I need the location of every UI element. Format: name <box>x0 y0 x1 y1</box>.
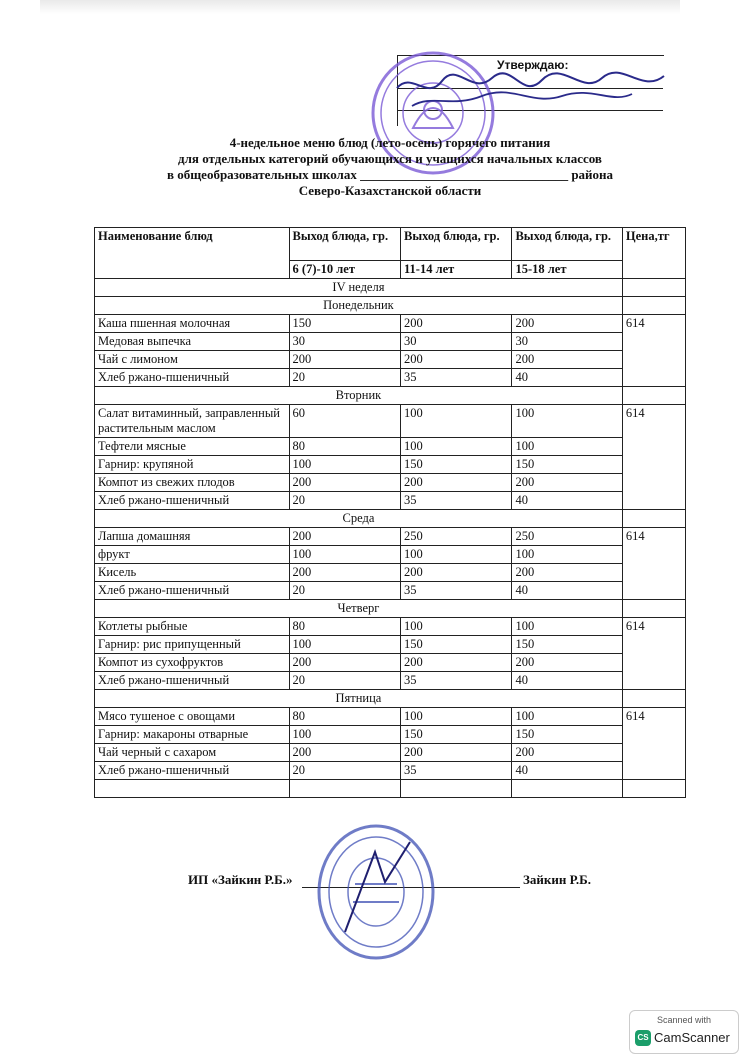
dish-name: Гарнир: макароны отварные <box>95 726 290 744</box>
dish-name: Чай с лимоном <box>95 351 290 369</box>
table-row <box>95 564 686 582</box>
empty-cell <box>401 780 512 798</box>
yield-age-1: 30 <box>289 333 400 351</box>
yield-age-2: 35 <box>401 369 512 387</box>
yield-age-3: 200 <box>512 474 622 492</box>
yield-age-2: 100 <box>401 546 512 564</box>
table-row <box>95 351 686 369</box>
yield-age-1: 200 <box>289 744 400 762</box>
age-group-1: 6 (7)-10 лет <box>289 261 400 279</box>
approval-label: Утверждаю: <box>497 58 569 72</box>
yield-age-3: 150 <box>512 726 622 744</box>
day-price-spacer <box>622 510 685 528</box>
day-header-row <box>95 690 686 708</box>
yield-age-2: 100 <box>401 405 512 438</box>
day-header-row <box>95 387 686 405</box>
yield-age-1: 60 <box>289 405 400 438</box>
empty-cell <box>622 780 685 798</box>
week-label: IV неделя <box>95 279 623 297</box>
dish-name: Чай черный с сахаром <box>95 744 290 762</box>
yield-age-3: 200 <box>512 564 622 582</box>
yield-age-2: 150 <box>401 726 512 744</box>
scanner-watermark-badge <box>629 1010 739 1054</box>
dish-name: Хлеб ржано-пшеничный <box>95 369 290 387</box>
column-header-yield-3: Выход блюда, гр. <box>512 228 622 261</box>
dish-name: Мясо тушеное с овощами <box>95 708 290 726</box>
dish-name: Тефтели мясные <box>95 438 290 456</box>
table-header-row <box>95 228 686 261</box>
table-row <box>95 744 686 762</box>
yield-age-3: 100 <box>512 618 622 636</box>
yield-age-3: 100 <box>512 546 622 564</box>
day-price-spacer <box>622 387 685 405</box>
yield-age-3: 200 <box>512 315 622 333</box>
approval-handwritten-signature <box>392 66 672 110</box>
yield-age-3: 100 <box>512 708 622 726</box>
header-schools: в общеобразовательных школах ________________________________ района <box>166 167 614 182</box>
yield-age-3: 100 <box>512 405 622 438</box>
table-row <box>95 492 686 510</box>
empty-cell <box>512 780 622 798</box>
yield-age-1: 100 <box>289 636 400 654</box>
price-cell: 614 <box>622 315 685 387</box>
yield-age-3: 150 <box>512 636 622 654</box>
dish-name: Кисель <box>95 564 290 582</box>
day-header-row <box>95 510 686 528</box>
yield-age-3: 200 <box>512 351 622 369</box>
day-price-spacer <box>622 297 685 315</box>
yield-age-1: 200 <box>289 654 400 672</box>
column-header-yield-1: Выход блюда, гр. <box>289 228 400 261</box>
yield-age-2: 200 <box>401 474 512 492</box>
yield-age-2: 35 <box>401 762 512 780</box>
dish-name: Хлеб ржано-пшеничный <box>95 492 290 510</box>
badge-brand: CamScanner <box>654 1030 730 1045</box>
table-row <box>95 726 686 744</box>
dish-name: фрукт <box>95 546 290 564</box>
yield-age-2: 35 <box>401 672 512 690</box>
table-row <box>95 333 686 351</box>
table-row <box>95 654 686 672</box>
yield-age-1: 150 <box>289 315 400 333</box>
yield-age-2: 150 <box>401 456 512 474</box>
yield-age-1: 20 <box>289 762 400 780</box>
table-row <box>95 369 686 387</box>
price-cell: 614 <box>622 708 685 780</box>
yield-age-1: 20 <box>289 369 400 387</box>
dish-name: Салат витаминный, заправленный растительным маслом <box>95 405 290 438</box>
table-row <box>95 546 686 564</box>
yield-age-1: 200 <box>289 528 400 546</box>
dish-name: Компот из сухофруктов <box>95 654 290 672</box>
price-cell: 614 <box>622 618 685 690</box>
yield-age-3: 40 <box>512 672 622 690</box>
yield-age-3: 30 <box>512 333 622 351</box>
badge-caption: Scanned with <box>656 1015 712 1025</box>
yield-age-3: 40 <box>512 762 622 780</box>
yield-age-1: 200 <box>289 351 400 369</box>
yield-age-3: 40 <box>512 582 622 600</box>
age-group-2: 11-14 лет <box>401 261 512 279</box>
yield-age-2: 200 <box>401 744 512 762</box>
camscanner-logo-icon: CS <box>635 1030 651 1046</box>
table-row <box>95 474 686 492</box>
column-header-yield-2: Выход блюда, гр. <box>401 228 512 261</box>
dish-name: Медовая выпечка <box>95 333 290 351</box>
yield-age-3: 200 <box>512 744 622 762</box>
yield-age-1: 100 <box>289 726 400 744</box>
column-header-dish: Наименование блюд <box>95 228 290 279</box>
company-seal-stamp <box>315 822 437 962</box>
header-subtitle: для отдельных категорий обучающихся и учащихся начальных классов <box>178 151 602 166</box>
yield-age-2: 150 <box>401 636 512 654</box>
yield-age-1: 20 <box>289 492 400 510</box>
dish-name: Хлеб ржано-пшеничный <box>95 762 290 780</box>
table-empty-row <box>95 780 686 798</box>
yield-age-3: 40 <box>512 369 622 387</box>
table-row <box>95 582 686 600</box>
yield-age-2: 100 <box>401 708 512 726</box>
yield-age-1: 200 <box>289 474 400 492</box>
dish-name: Гарнир: рис припущенный <box>95 636 290 654</box>
price-cell: 614 <box>622 528 685 600</box>
yield-age-1: 200 <box>289 564 400 582</box>
yield-age-2: 250 <box>401 528 512 546</box>
day-name: Понедельник <box>95 297 623 315</box>
table-row <box>95 708 686 726</box>
dish-name: Лапша домашняя <box>95 528 290 546</box>
table-row <box>95 762 686 780</box>
week-row <box>95 279 686 297</box>
dish-name: Компот из свежих плодов <box>95 474 290 492</box>
table-row <box>95 405 686 438</box>
footer-signer: Зайкин Р.Б. <box>523 872 591 887</box>
header-region: Северо-Казахстанской области <box>298 183 482 198</box>
day-header-row <box>95 297 686 315</box>
dish-name: Каша пшенная молочная <box>95 315 290 333</box>
yield-age-2: 200 <box>401 564 512 582</box>
header-title: 4-недельное меню блюд (лето-осень) горячего питания <box>229 135 551 150</box>
yield-age-3: 40 <box>512 492 622 510</box>
scan-top-shadow <box>40 0 680 14</box>
yield-age-2: 100 <box>401 618 512 636</box>
yield-age-2: 35 <box>401 492 512 510</box>
empty-cell <box>289 780 400 798</box>
day-name: Вторник <box>95 387 623 405</box>
table-row <box>95 528 686 546</box>
table-row <box>95 438 686 456</box>
yield-age-3: 250 <box>512 528 622 546</box>
yield-age-1: 100 <box>289 456 400 474</box>
yield-age-1: 20 <box>289 582 400 600</box>
yield-age-1: 100 <box>289 546 400 564</box>
yield-age-1: 80 <box>289 438 400 456</box>
document-header <box>150 135 630 199</box>
table-row <box>95 456 686 474</box>
dish-name: Котлеты рыбные <box>95 618 290 636</box>
table-row <box>95 315 686 333</box>
table-row <box>95 636 686 654</box>
yield-age-3: 100 <box>512 438 622 456</box>
dish-name: Гарнир: крупяной <box>95 456 290 474</box>
yield-age-2: 100 <box>401 438 512 456</box>
table-row <box>95 672 686 690</box>
dish-name: Хлеб ржано-пшеничный <box>95 582 290 600</box>
yield-age-3: 200 <box>512 654 622 672</box>
week-price-cell <box>622 279 685 297</box>
yield-age-2: 35 <box>401 582 512 600</box>
age-group-3: 15-18 лет <box>512 261 622 279</box>
day-name: Четверг <box>95 600 623 618</box>
day-price-spacer <box>622 690 685 708</box>
footer-handwritten-signature <box>345 842 410 932</box>
yield-age-1: 20 <box>289 672 400 690</box>
table-row <box>95 618 686 636</box>
yield-age-2: 200 <box>401 654 512 672</box>
menu-table <box>94 227 686 798</box>
day-header-row <box>95 600 686 618</box>
yield-age-3: 150 <box>512 456 622 474</box>
yield-age-2: 30 <box>401 333 512 351</box>
yield-age-2: 200 <box>401 315 512 333</box>
yield-age-1: 80 <box>289 618 400 636</box>
dish-name: Хлеб ржано-пшеничный <box>95 672 290 690</box>
footer-organization: ИП «Зайкин Р.Б.» <box>188 872 293 887</box>
yield-age-1: 80 <box>289 708 400 726</box>
day-price-spacer <box>622 600 685 618</box>
day-name: Пятница <box>95 690 623 708</box>
yield-age-2: 200 <box>401 351 512 369</box>
column-header-price: Цена,тг <box>622 228 685 279</box>
day-name: Среда <box>95 510 623 528</box>
empty-cell <box>95 780 290 798</box>
price-cell: 614 <box>622 405 685 510</box>
